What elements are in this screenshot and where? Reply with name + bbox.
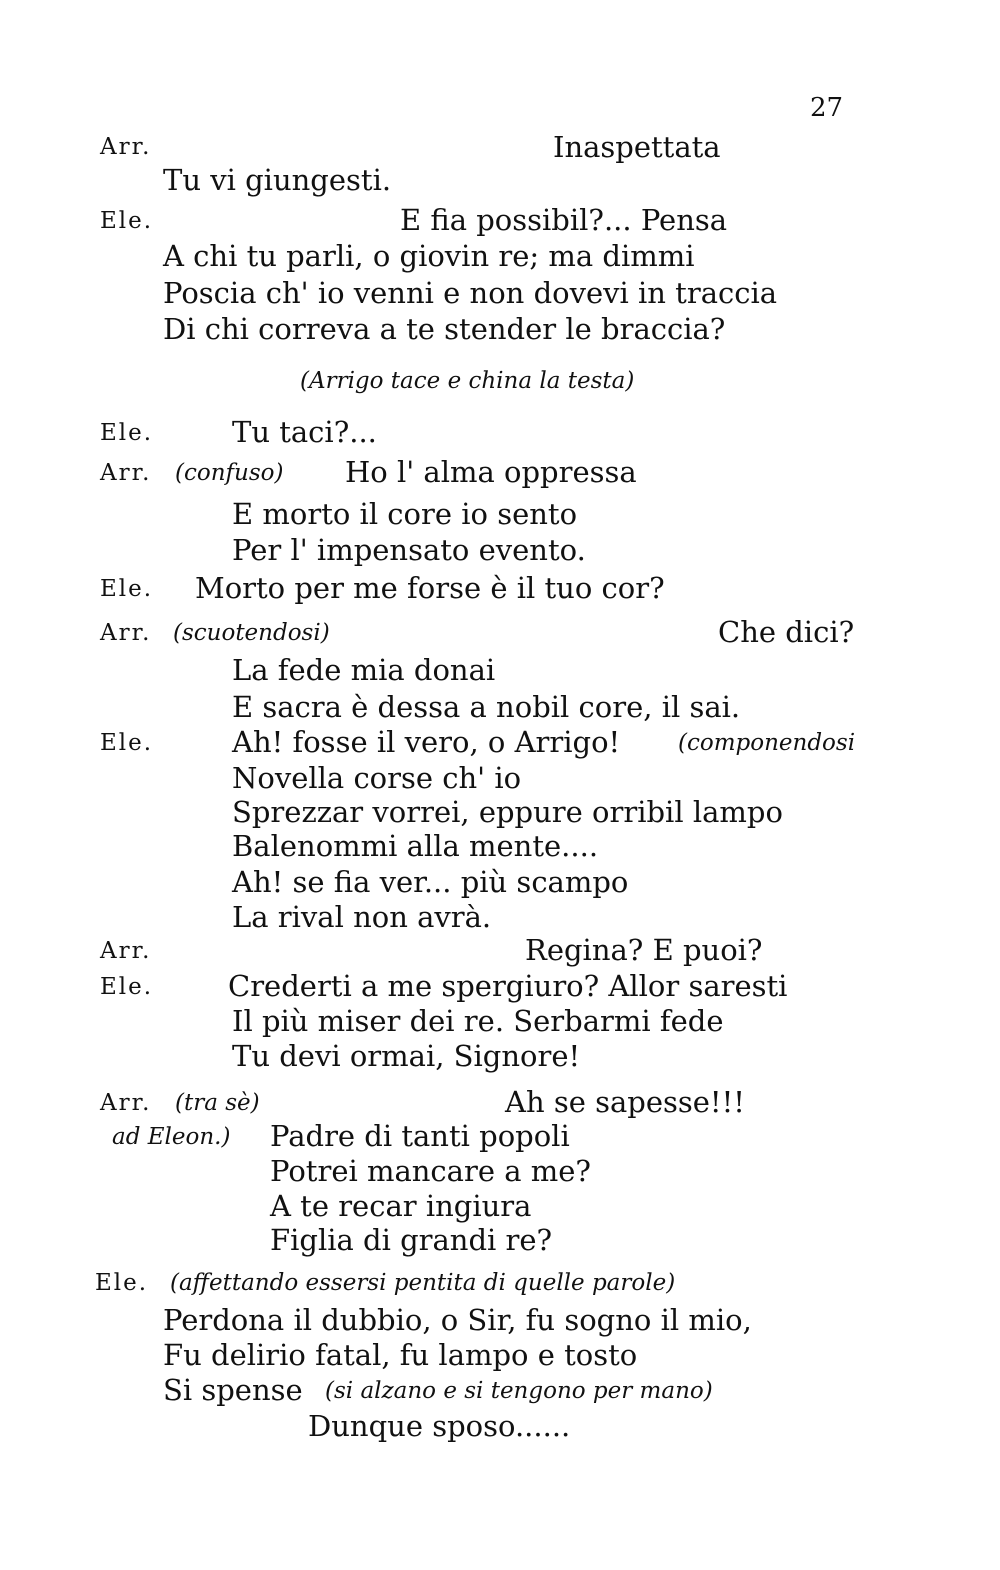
- verse-line: A chi tu parli, o giovin re; ma dimmi: [163, 239, 695, 273]
- verse-line: Dunque sposo......: [308, 1409, 571, 1443]
- stage-direction: (tra sè): [175, 1090, 260, 1116]
- stage-direction: (confuso): [175, 460, 284, 486]
- verse-line: Tu devi ormai, Signore!: [232, 1039, 581, 1073]
- verse-line: Il più miser dei re. Serbarmi fede: [232, 1004, 724, 1038]
- speaker-label: Ele.: [100, 420, 154, 446]
- verse-line: Di chi correva a te stender le braccia?: [163, 312, 726, 346]
- verse-line: Si spense: [163, 1373, 303, 1407]
- verse-line: Morto per me forse è il tuo cor?: [195, 571, 665, 605]
- speaker-label: Arr.: [100, 620, 152, 646]
- speaker-label: Ele.: [95, 1270, 149, 1296]
- stage-direction: (si alzano e si tengono per mano): [325, 1378, 713, 1404]
- speaker-label: Ele.: [100, 730, 154, 756]
- verse-line: Ho l' alma oppressa: [345, 455, 637, 489]
- verse-line: E fia possibil?... Pensa: [400, 203, 728, 237]
- verse-line: Crederti a me spergiuro? Allor saresti: [228, 969, 788, 1003]
- verse-line: Fu delirio fatal, fu lampo e tosto: [163, 1338, 638, 1372]
- verse-line: Balenommi alla mente....: [232, 829, 599, 863]
- verse-line: Ah! fosse il vero, o Arrigo!: [232, 725, 621, 759]
- speaker-label: Ele.: [100, 208, 154, 234]
- verse-line: Figlia di grandi re?: [270, 1223, 553, 1257]
- verse-line: Ah! se fia ver... più scampo: [232, 865, 629, 899]
- verse-line: Tu vi giungesti.: [163, 163, 392, 197]
- verse-line: La fede mia donai: [232, 653, 496, 687]
- verse-line: E morto il core io sento: [232, 497, 578, 531]
- stage-direction: (componendosi: [678, 730, 856, 756]
- speaker-label: Arr.: [100, 134, 152, 160]
- page-number: 27: [810, 93, 844, 123]
- speaker-label: Ele.: [100, 974, 154, 1000]
- verse-line: A te recar ingiura: [270, 1189, 532, 1223]
- verse-line: Regina? E puoi?: [525, 933, 763, 967]
- verse-line: Padre di tanti popoli: [270, 1119, 570, 1153]
- verse-line: Potrei mancare a me?: [270, 1154, 591, 1188]
- speaker-label: Arr.: [100, 460, 152, 486]
- speaker-label: Arr.: [100, 1090, 152, 1116]
- verse-line: Ah se sapesse!!!: [505, 1085, 745, 1119]
- verse-line: Per l' impensato evento.: [232, 533, 586, 567]
- stage-direction: (scuotendosi): [173, 620, 330, 646]
- verse-line: Inaspettata: [553, 130, 721, 164]
- speaker-label: Arr.: [100, 938, 152, 964]
- verse-line: Tu taci?...: [232, 415, 377, 449]
- speaker-label: Ele.: [100, 576, 154, 602]
- verse-line: Novella corse ch' io: [232, 761, 522, 795]
- stage-direction: ad Eleon.): [112, 1124, 231, 1150]
- verse-line: Sprezzar vorrei, eppure orribil lampo: [232, 795, 783, 829]
- verse-line: E sacra è dessa a nobil core, il sai.: [232, 690, 741, 724]
- stage-direction: (affettando essersi pentita di quelle parole): [170, 1270, 676, 1296]
- verse-line: Perdona il dubbio, o Sir, fu sogno il mio,: [163, 1303, 752, 1337]
- stage-direction: (Arrigo tace e china la testa): [300, 368, 635, 394]
- verse-line: Poscia ch' io venni e non dovevi in traccia: [163, 276, 778, 310]
- verse-line: La rival non avrà.: [232, 900, 492, 934]
- verse-line: Che dici?: [718, 615, 855, 649]
